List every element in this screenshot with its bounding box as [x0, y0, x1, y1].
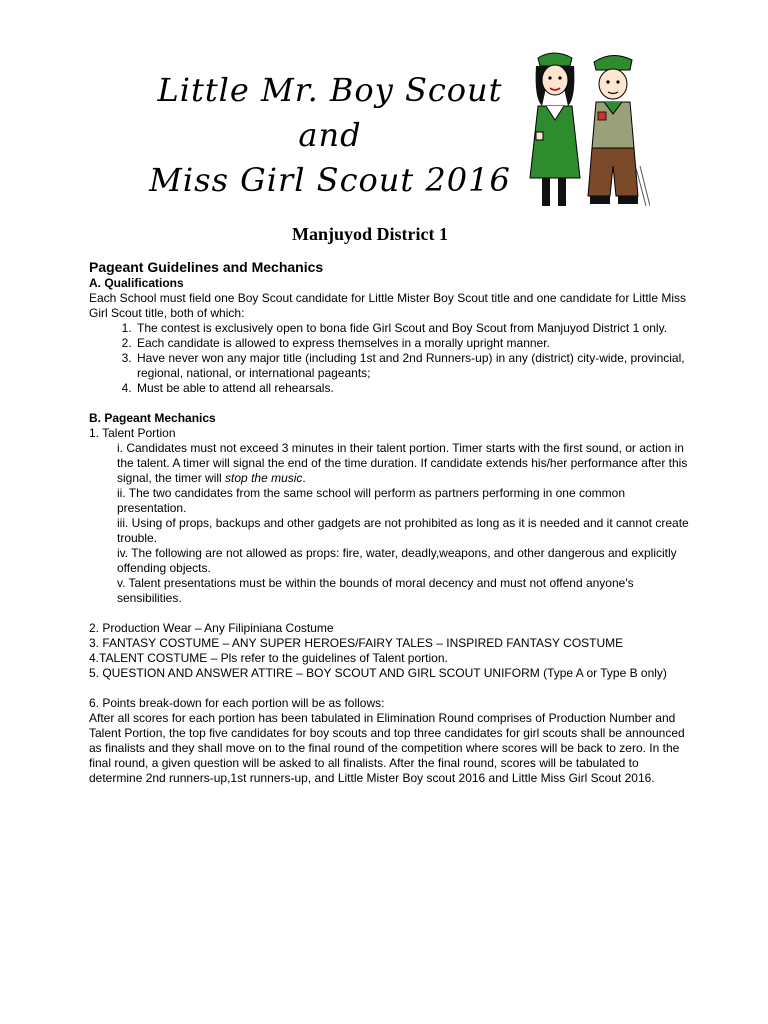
boy-scout-figure [588, 55, 650, 206]
stop-music-emphasis: stop the music [225, 471, 303, 485]
qualifications-list [89, 321, 689, 396]
list-item: 3. Have never won any major title (including 1st and 2nd Runners-up) in any (district) city-wide, provincial, regional, national, or international pageants; [135, 351, 689, 381]
talent-rule-iii: iii. Using of props, backups and other gadgets are not prohibited as long as it is needed and it cannot create trouble. [117, 516, 689, 545]
title-line-3: Miss Girl Scout 2016 [149, 161, 511, 199]
talent-rule-v: v. Talent presentations must be within the bounds of moral decency and must not offend anyone's sensibilities. [117, 576, 634, 605]
production-wear-item: 2. Production Wear – Any Filipiniana Costume [89, 621, 334, 635]
talent-rule-ii: ii. The two candidates from the same school will perform as partners performing in one common presentation. [117, 486, 626, 515]
list-item: 4. Must be able to attend all rehearsals. [135, 381, 689, 396]
guidelines-heading: Pageant Guidelines and Mechanics [89, 259, 324, 275]
qualifications-heading: A. Qualifications [89, 276, 184, 290]
list-item: 1. The contest is exclusively open to bona fide Girl Scout and Boy Scout from Manjuyod District 1 only. [135, 321, 689, 336]
qa-attire-item: 5. QUESTION AND ANSWER ATTIRE – BOY SCOUT AND GIRL SCOUT UNIFORM (Type A or Type B only) [89, 666, 667, 680]
mechanics-heading: B. Pageant Mechanics [89, 411, 216, 425]
talent-rule-iv-cont: offending objects. [117, 561, 211, 575]
title-line-2: and [298, 116, 362, 154]
fantasy-costume-item: 3. FANTASY COSTUME – ANY SUPER HEROES/FAIRY TALES – INSPIRED FANTASY COSTUME [89, 636, 624, 650]
title-line-1: Little Mr. Boy Scout [157, 71, 503, 109]
talent-portion-heading: 1. Talent Portion [89, 426, 176, 440]
talent-rule-iv: iv. The following are not allowed as props: fire, water, deadly,weapons, and other dangerous and explicitly [117, 546, 677, 560]
final-round-paragraph: After all scores for each portion has been tabulated in Elimination Round comprises of Production Number and Talent Portion, the top five candidates for boy scouts and top three candidates for girl scouts shall be announced as finalists and they shall move on to the final round of the competition where scores will be back to zero. In the final round, a given question will be asked to all finalists. After the final round, scores will be tabulated to determine 2nd runners-up,1st runners-up, and Little Mister Boy scout 2016 and Little Miss Girl Scout 2016. [89, 711, 685, 785]
list-item: 2. Each candidate is allowed to express themselves in a morally upright manner. [135, 336, 689, 351]
document-body [89, 258, 689, 786]
girl-scout-figure [530, 53, 580, 206]
scouts-illustration [524, 48, 650, 210]
points-breakdown-item: 6. Points break-down for each portion will be as follows: [89, 696, 385, 710]
talent-rule-i: i. Candidates must not exceed 3 minutes in their talent portion. Timer starts with the first sound, or action in the talent. A timer will signal the end of the time duration. If candidate extends his/her performance after this signal, the timer will stop the music. [117, 441, 688, 485]
talent-costume-item: 4.TALENT COSTUME – Pls refer to the guidelines of Talent portion. [89, 651, 448, 665]
qualifications-intro: Each School must field one Boy Scout candidate for Little Mister Boy Scout title and one candidate for Little Miss Girl Scout title, both of which: [89, 291, 686, 320]
district-heading: Manjuyod District 1 [292, 224, 448, 244]
